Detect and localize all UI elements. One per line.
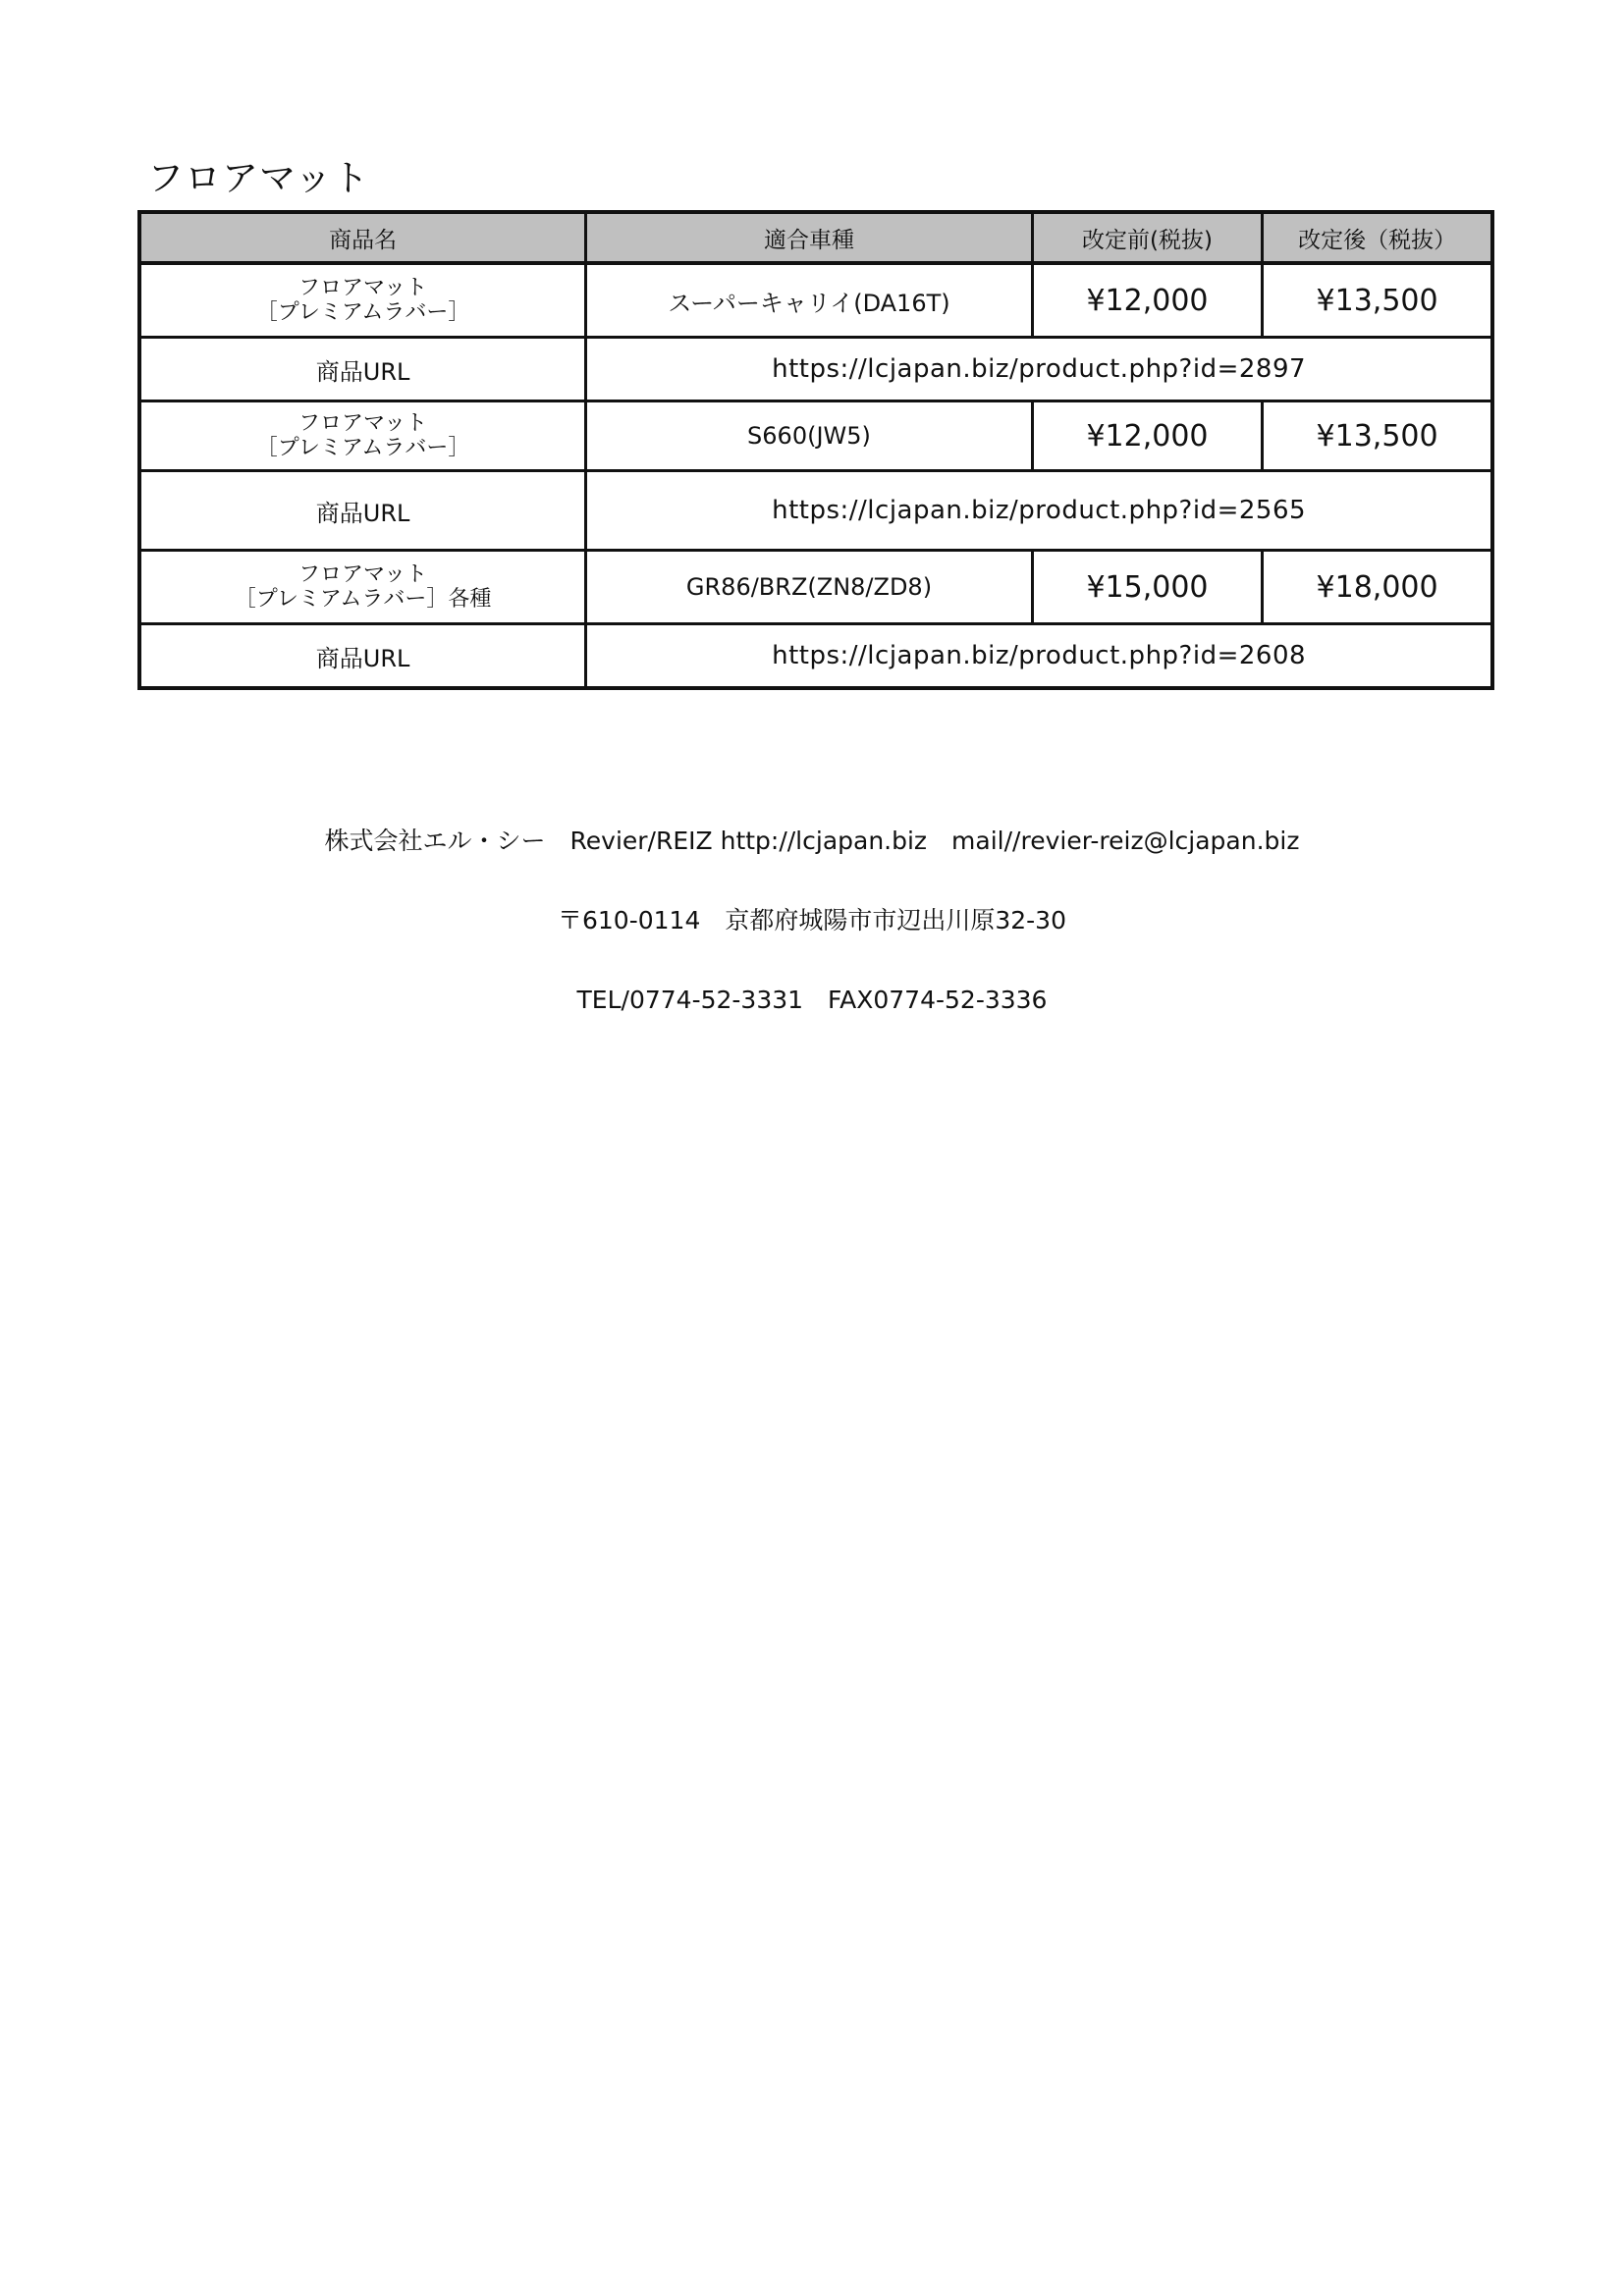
compatible-car-cell: GR86/BRZ(ZN8/ZD8) (586, 551, 1033, 624)
compatible-car-cell: S660(JW5) (586, 401, 1033, 471)
price-after-cell: ¥13,500 (1263, 263, 1492, 338)
url-label-cell: 商品URL (139, 624, 586, 689)
footer-phone-line: TEL/0774-52-3331 FAX0774-52-3336 (576, 986, 1048, 1014)
url-label-cell: 商品URL (139, 338, 586, 401)
table-row (139, 401, 1492, 471)
product-name-line2: ［プレミアムラバー］ (255, 300, 470, 325)
company-footer (0, 774, 1624, 1040)
header-price-before: 改定前(税抜) (1032, 212, 1262, 263)
table-row (139, 551, 1492, 624)
price-table (137, 210, 1494, 690)
table-row (139, 263, 1492, 338)
url-row (139, 624, 1492, 689)
product-url-link[interactable]: https://lcjapan.biz/product.php?id=2565 (586, 471, 1492, 551)
footer-company-line: 株式会社エル・シー Revier/REIZ http://lcjapan.biz mail//revier-reiz@lcjapan.biz (324, 827, 1300, 855)
product-name-line2: ［プレミアムラバー］各種 (234, 587, 492, 612)
page-title: フロアマット (147, 157, 370, 199)
url-label-cell: 商品URL (139, 471, 586, 551)
price-before-cell: ¥15,000 (1032, 551, 1262, 624)
product-name-cell (139, 263, 586, 338)
price-before-cell: ¥12,000 (1032, 401, 1262, 471)
table-header-row (139, 212, 1492, 263)
product-name-line2: ［プレミアムラバー］ (255, 436, 470, 460)
price-after-cell: ¥18,000 (1263, 551, 1492, 624)
footer-address-line: 〒610-0114 京都府城陽市市辺出川原32-30 (557, 906, 1066, 934)
product-name-cell (139, 551, 586, 624)
product-name-line1: フロアマット (298, 562, 428, 587)
url-row (139, 471, 1492, 551)
price-before-cell: ¥12,000 (1032, 263, 1262, 338)
product-url-link[interactable]: https://lcjapan.biz/product.php?id=2608 (586, 624, 1492, 689)
price-after-cell: ¥13,500 (1263, 401, 1492, 471)
compatible-car-cell: スーパーキャリイ(DA16T) (586, 263, 1033, 338)
url-row (139, 338, 1492, 401)
product-name-line1: フロアマット (298, 276, 428, 300)
header-price-after: 改定後（税抜） (1263, 212, 1492, 263)
header-compatible-car: 適合車種 (586, 212, 1033, 263)
product-name-cell (139, 401, 586, 471)
product-name-line1: フロアマット (298, 411, 428, 436)
header-product-name: 商品名 (139, 212, 586, 263)
product-url-link[interactable]: https://lcjapan.biz/product.php?id=2897 (586, 338, 1492, 401)
